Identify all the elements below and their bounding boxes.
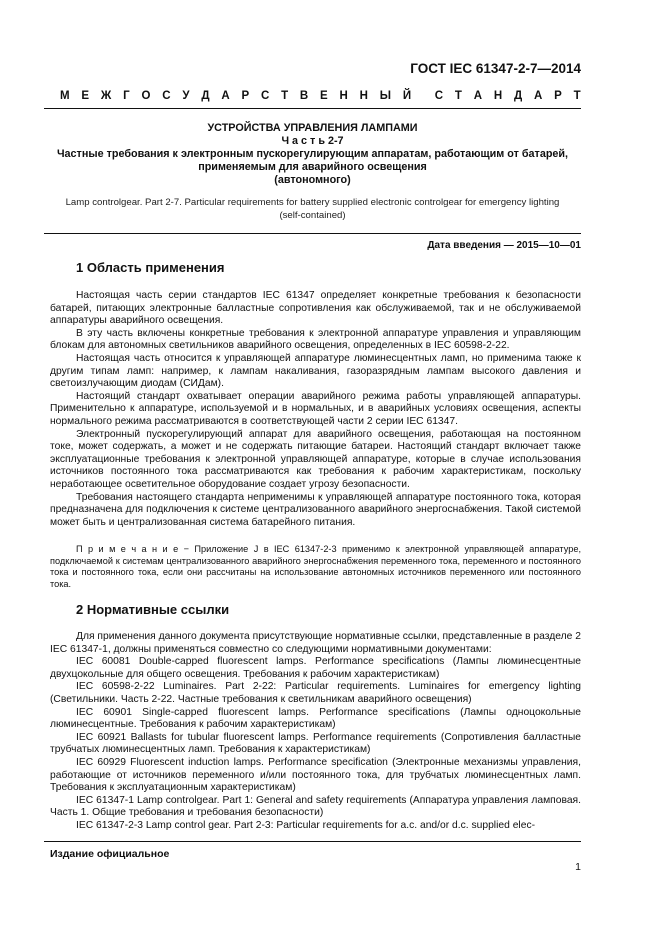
banner-letter: Е: [320, 90, 328, 102]
title-line-5: (автономного): [274, 174, 351, 186]
banner-letter: А: [221, 90, 230, 102]
reference-item: IEC 60921 Ballasts for tubular fluorescent lamps. Performance requirements (Сопротивления балластные трубчатых люминесцентных ламп. Требования к характеристикам): [50, 731, 581, 756]
banner-letter: Е: [81, 90, 90, 102]
section-1-body: [50, 290, 581, 529]
banner-letter: С: [434, 90, 444, 102]
reference-item: IEC 60081 Double-capped fluorescent lamps. Performance specifications (Лампы люминесцентные двухцокольные для общего освещения. Требования к рабочим характеристикам): [50, 656, 581, 680]
english-title-line-2: (self-contained): [279, 210, 346, 221]
banner-gap: Й: [402, 90, 412, 102]
banner-letter: Т: [454, 90, 462, 102]
banner-letter: У: [182, 90, 190, 102]
banner-letter: Н: [339, 90, 348, 102]
banner-letter: Т: [281, 90, 289, 102]
introduction-date: Дата введения — 2015—10—01: [427, 240, 581, 251]
section-2-body: [50, 631, 581, 833]
note-label: П р и м е ч а н и е: [76, 544, 179, 554]
footer-rule: [44, 841, 581, 842]
paragraph: Для применения данного документа присутствующие нормативные ссылки, представленные в разделе 2 IEC 61347-1, должны применяться совместно со следующими нормативными документами:: [50, 631, 581, 655]
title-line-3: Частные требования к электронным пускорегулирующим аппаратам, работающим от батарей,: [56, 148, 569, 160]
paragraph: Требования настоящего стандарта неприменимы к управляющей аппаратуре постоянного тока, которая предназначена для подключения к системе централизованного аварийного энергоснабжения. Такой системой может быть и централизованная система батарейного питания.: [50, 491, 581, 528]
banner-letter: М: [60, 90, 70, 102]
reference-item: IEC 61347-1 Lamp controlgear. Part 1: General and safety requirements (Аппаратура управления ламповая. Часть 1. Общие требования и требования безопасности): [50, 794, 581, 819]
paragraph: В эту часть включены конкретные требования к электронной аппаратуре управления и управляющим блокам для автономных светильников аварийного освещения, определенных в IEC 60598-2-22.: [50, 327, 581, 352]
banner-letter: Д: [201, 90, 210, 102]
reference-item: IEC 61347-2-3 Lamp control gear. Part 2-3: Particular requirements for a.c. and/or d.c. supplied elec-: [76, 819, 536, 831]
banner-letter: Н: [359, 90, 368, 102]
interstate-standard-banner: [60, 90, 581, 102]
banner-letter: Г: [123, 90, 130, 102]
banner-letter: Д: [513, 90, 523, 102]
reference-item: IEC 60901 Single-capped fluorescent lamps. Performance specifications (Лампы одноцокольные люминесцентные. Требования к рабочим характеристикам): [50, 706, 581, 731]
banner-letter: Н: [493, 90, 503, 102]
standard-number: ГОСТ IEC 61347-2-7—2014: [410, 61, 581, 76]
header-rule: [44, 108, 581, 109]
title-rule: [44, 233, 581, 234]
note: [50, 544, 581, 590]
banner-letter: О: [141, 90, 151, 102]
banner-letter: Р: [554, 90, 562, 102]
english-title: [44, 196, 581, 222]
note-paragraph: [50, 544, 581, 590]
paragraph: Настоящий стандарт охватывает операции аварийного режима работы управляющей аппаратуры. Применительно к аппаратуре, используемой и в нормальных, и в аварийных условиях освещения, аспекты нормального режима рассматриваются в соответствующей части 2 серии IEC 61347.: [50, 390, 581, 427]
english-title-line-1: Lamp controlgear. Part 2-7. Particular requirements for battery supplied electronic controlgear for emergency lighting: [65, 197, 560, 208]
section-1-heading: 1 Область применения: [76, 260, 225, 275]
edition-label: Издание официальное: [50, 848, 170, 860]
banner-letter: Т: [573, 90, 581, 102]
banner-letter: А: [473, 90, 483, 102]
note-text: − Приложение J в IEC 61347-2-3 применимо к электронной управляющей аппаратуре, подключаемой к системам централизованного аварийного энергоснабжения переменного тока, переменного и постоянного тока и постоянного тока, если они рассчитаны на использование автономных источников переменного или постоянного тока.: [50, 544, 581, 589]
banner-letter: А: [533, 90, 543, 102]
section-2-heading: 2 Нормативные ссылки: [76, 602, 230, 617]
reference-item: IEC 60598-2-22 Luminaires. Part 2-22: Particular requirements. Luminaires for emergency lighting (Светильники. Часть 2-22. Частные требования к светильникам аварийного освещения): [50, 681, 581, 705]
banner-letter: С: [260, 90, 270, 102]
paragraph: Настоящая часть серии стандартов IEC 61347 определяет конкретные требования к безопасности батарей, питающих электронные балластные сопротивления как обслуживаемой, так и не обслуживаемой аппаратуры аварийного освещения.: [50, 290, 581, 327]
reference-item: IEC 60929 Fluorescent induction lamps. Performance specification (Электронные механизмы управления, работающие от источников переменного и/или постоянного тока, для трубчатых люминесцентных ламп. Требования к эксплуатационным характеристикам): [50, 756, 581, 794]
paragraph: Электронный пускорегулирующий аппарат для аварийного освещения, работающая на постоянном токе, может содержать, а может и не содержать питающие батареи. Настоящий стандарт включает также эксплуатационные требования к электронной управляющей аппаратуре, которые в случае использования источников постоянного тока рассматриваются как требования к рабочим характеристикам, поскольку неработающее осветительное оборудование создает угрозу безопасности.: [50, 428, 581, 490]
title-line-1: УСТРОЙСТВА УПРАВЛЕНИЯ ЛАМПАМИ: [207, 122, 418, 134]
page-number: 1: [575, 861, 581, 873]
title-line-4: применяемым для аварийного освещения: [198, 161, 427, 173]
banner-letter: Р: [241, 90, 250, 102]
title-line-2: Ч а с т ь 2-7: [281, 135, 344, 147]
banner-letter: Ы: [379, 90, 392, 102]
banner-letter: В: [299, 90, 309, 102]
paragraph: Настоящая часть относится к управляющей аппаратуре люминесцентных ламп, но применима также к другим типам ламп: например, к лампам накаливания, газоразрядным лампам высокого давления и светоизлучающим диодам (СИДам).: [50, 352, 581, 390]
banner-letter: Ж: [100, 90, 112, 102]
banner-letter: С: [162, 90, 171, 102]
